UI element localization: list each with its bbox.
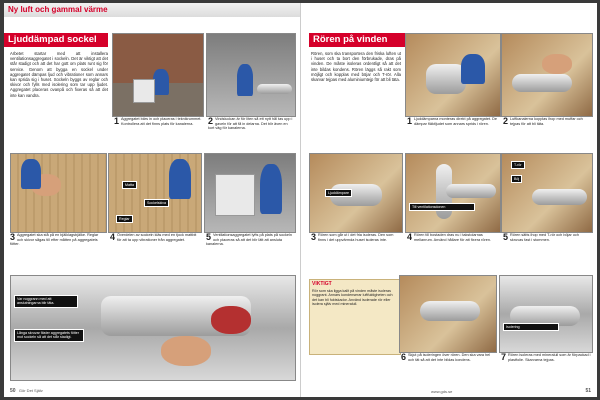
photo-5 — [204, 153, 296, 233]
caption-5: 5 Ventilationsaggregatet lyfts på plats på sockeln och placeras så att det blir lätt att ansluta kanalerna. — [206, 232, 292, 247]
tag-ljuddampare: Ljuddämpare — [325, 189, 352, 197]
left-body-text: Arbetet startar med att installera ventilationsaggregatet i sockeln. Det är viktigt att det står stadigt och att det har gott om plats runt sig för service. Genom att bygga en sockel under aggregatet dämpas ljud och vibrationer som annars kan sprida sig i huset. Sockeln byggs av reglar och skivor och fylls med isolering som tar upp ljudet. Aggregatet placeras ovanpå och fixeras så att det inte kan vandra. — [10, 51, 108, 98]
caption-4: 4 Överdelen av sockeln kläs med en tjock mattbit för att ta upp vibrationer från aggregatet. — [110, 232, 197, 242]
photo-r7 — [499, 275, 593, 353]
photo-3 — [10, 153, 107, 233]
caption-r4: 4 Rören till bostaden dras nu i takstolarnas mellanrum. Använd hållare för att fixera rören. — [407, 232, 492, 242]
tag-boj: Böj — [511, 175, 522, 183]
caption-r2: 2 Luftkanalerna kopplas ihop med muffar och tejpas för att bli täta. — [503, 116, 583, 126]
caption-r1: 1 Ljuddämparna monteras direkt på aggregatet. De dämpar fläktljudet som annars sprids i rören. — [407, 116, 497, 126]
caption-r3: 3 Rören som går ut i det fria isoleras. Den som finns i det uppvärmda huset isoleras inte. — [311, 232, 394, 242]
note-tag-2: Långa skruvar fäster aggregatets fötter mot sockeln så att det står stadigt. — [14, 329, 84, 342]
tag-sockelskiva: Sockelskiva — [144, 199, 169, 207]
tag-isolering: Isolering — [503, 323, 559, 331]
caption-1: 1 Aggregatet bärs in och placeras i teknikrummet. Kontrollera att det finns plats för kanalerna. — [114, 116, 202, 126]
right-page — [300, 3, 597, 397]
photo-r1 — [405, 33, 501, 117]
photo-6 — [10, 275, 296, 381]
right-page-number: 51 — [585, 388, 591, 394]
photo-r4 — [405, 153, 501, 233]
running-head: Ny luft och gammal värme — [8, 5, 108, 14]
running-head-bar — [4, 3, 300, 17]
photo-r3 — [309, 153, 403, 233]
tag-reglar: Reglar — [116, 215, 133, 223]
tag-matta: Matta — [122, 181, 137, 189]
caption-r7: 7 Rören isoleras med mineralull som är förpackad i plastfolie. Skarvarna tejpas. — [501, 352, 591, 362]
photo-1 — [112, 33, 204, 117]
important-box — [309, 279, 401, 355]
photo-r2 — [501, 33, 593, 117]
caption-r6: 6 Skjut på isoleringen över rören. Den ska vara hel och tät så att det inte bildas kondens. — [401, 352, 491, 362]
important-box-title: VIKTIGT — [312, 281, 332, 287]
tag-t-ror: T-rör — [511, 161, 525, 169]
right-body-text: Rören, som ska transportera den friska luften ut i huset och ta bort den förbrukade, dras på vinden. De måste isoleras ordentligt så att det inte bildas kondens. Rören läggs så rakt som möjligt och kopplas med böjar och T-rör. Alla skarvar tejpas med aluminiumtejp för att bli täta. — [311, 51, 401, 83]
caption-r5: 5 Rören sätts ihop med T-rör och böjar och skruvas fast i stommen. — [503, 232, 579, 242]
magazine-spread — [4, 3, 596, 397]
section-header-pipes: Rören på vinden — [309, 33, 413, 47]
left-page — [4, 3, 300, 397]
right-footer-url: www.gds.se — [431, 389, 453, 394]
important-box-text: Rör som ska ligga kallt på vinden måste isoleras noggrant. Annars kondenserar luftfuktigheten och det kan bli fuktskador. Använd isolerade rör eller isolera själv med mineralull. — [312, 288, 393, 306]
note-tag-1: Var noggrann med att anslutningarna blir täta. — [14, 295, 78, 308]
left-footer: 50 Gör Det Själv — [10, 388, 43, 394]
tag-till-ventilationsdonen: Till ventilationsdonen — [409, 203, 475, 211]
photo-2 — [206, 33, 296, 117]
section-header-socket: Ljuddämpad sockel — [4, 33, 108, 47]
photo-r6 — [399, 275, 497, 353]
caption-3: 3 Aggregatet ska stå på en bjälklagsbjälke. Reglar och skivor sågas till efter måtten på aggregatets fötter. — [10, 232, 99, 247]
caption-2: 2 Vindsluckan är för liten så ett nytt hål tas upp i gaveln för att få in delarna. Det blir även en kort väg för kanalerna. — [208, 116, 293, 131]
